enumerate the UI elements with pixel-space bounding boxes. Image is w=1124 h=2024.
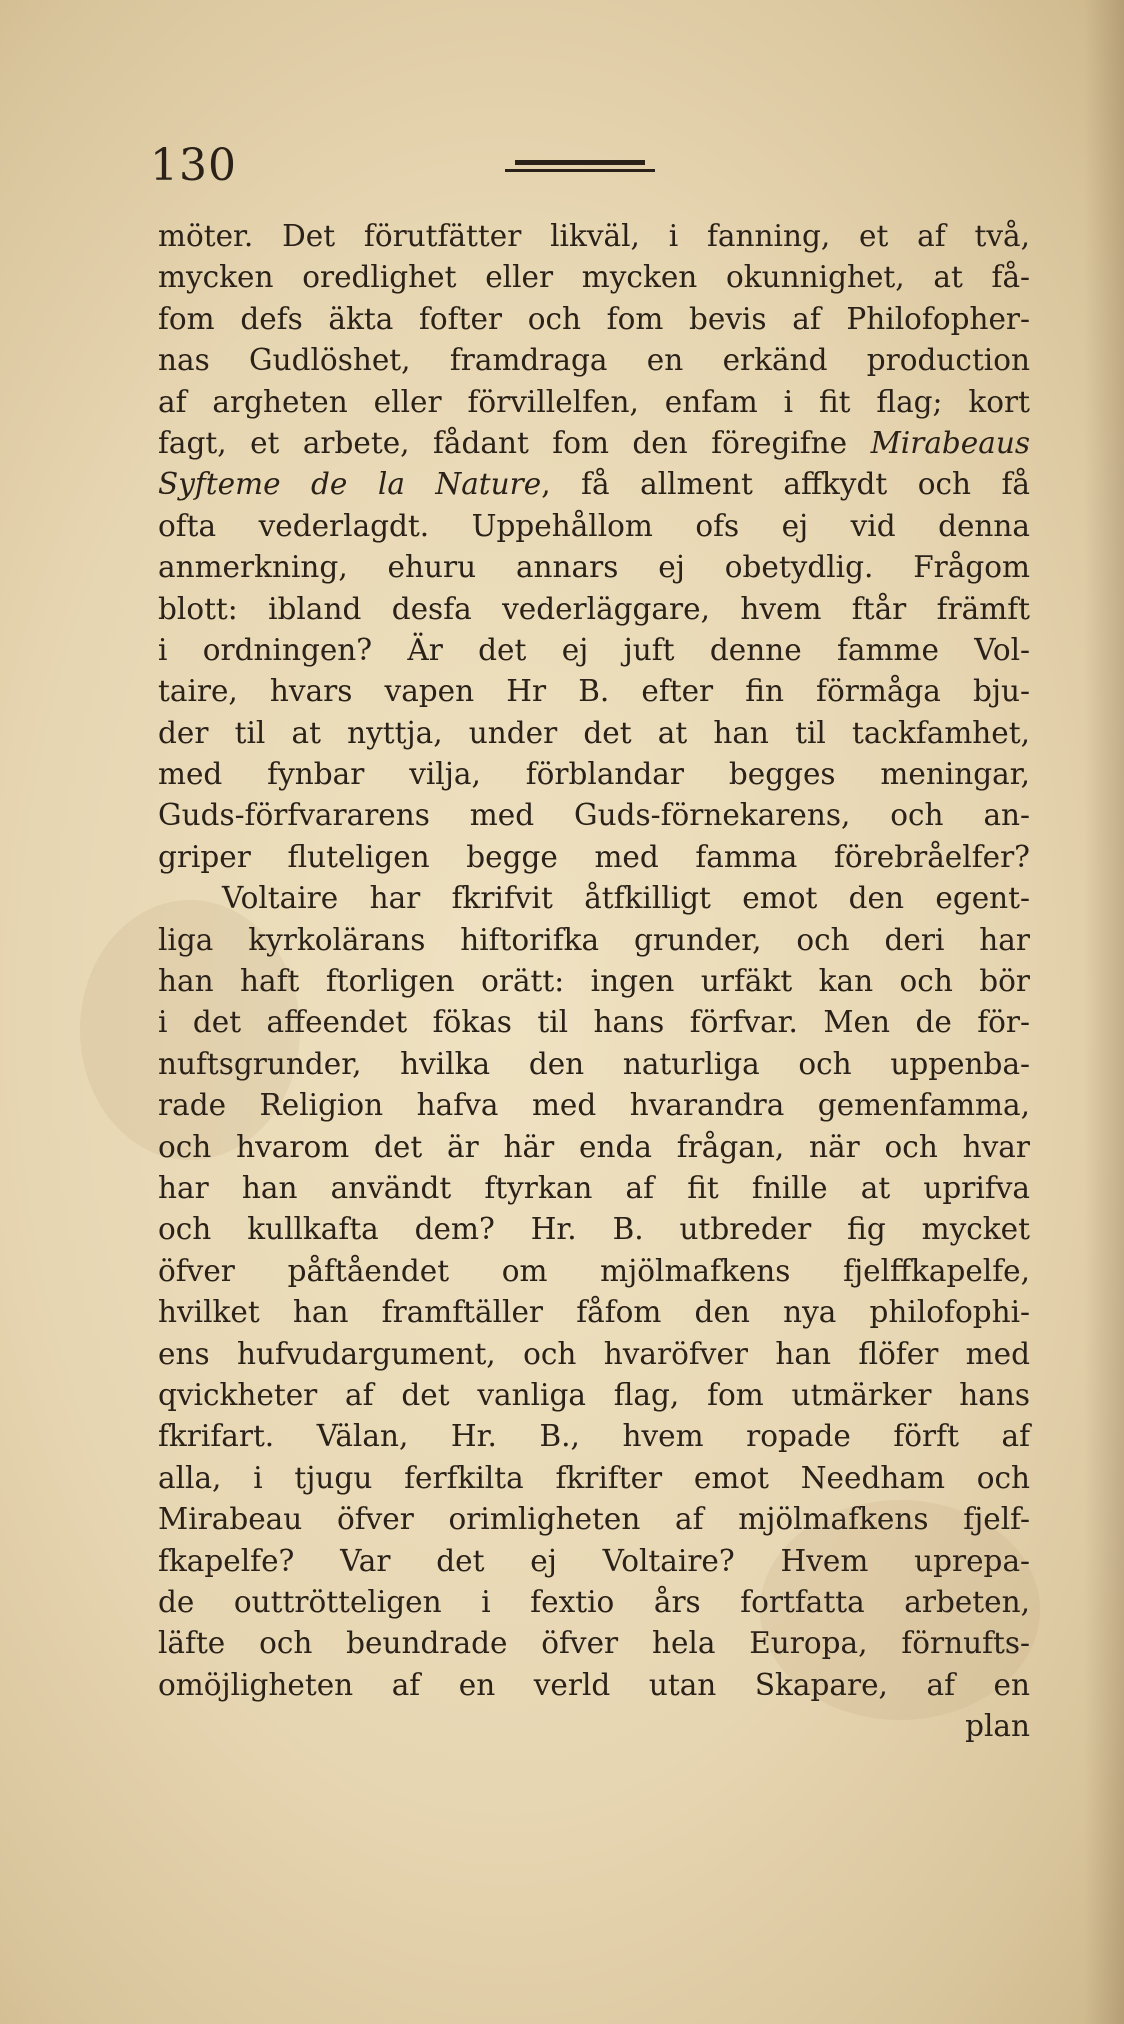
- text-line: nuftsgrunder, hvilka den naturliga och uppenba-: [158, 1046, 1030, 1081]
- text-line: de outtrötteligen i fextio års fortfatta arbeten,: [158, 1584, 1030, 1619]
- catchword: plan: [965, 1709, 1030, 1744]
- text-line-paragraph-start: Voltaire har fkrifvit åtfkilligt emot den egent-: [222, 881, 1030, 916]
- text-line: [158, 423, 1030, 464]
- italic-author-name: Mirabeaus: [870, 425, 1030, 460]
- text-line: med fynbar vilja, förblandar begges meningar,: [158, 757, 1030, 792]
- text-line: Mirabeau öfver orimligheten af mjölmafkens fjelf-: [158, 1502, 1030, 1537]
- text-line: mycken oredlighet eller mycken okunnighet, at få-: [158, 260, 1030, 295]
- text-line: af argheten eller förvillelfen, enfam i fit flag; kort: [158, 384, 1030, 419]
- text-line: liga kyrkolärans hiftorifka grunder, och deri har: [158, 922, 1030, 957]
- text-line: fkapelfe? Var det ej Voltaire? Hvem uprepa-: [158, 1543, 1030, 1578]
- text-line: nas Gudlöshet, framdraga en erkänd production: [158, 343, 1030, 378]
- text-line: har han användt ftyrkan af fit fnille at uprifva: [158, 1170, 1030, 1205]
- text-line: qvickheter af det vanliga flag, fom utmärker hans: [158, 1377, 1030, 1412]
- text-line: alla, i tjugu ferfkilta fkrifter emot Needham och: [158, 1460, 1030, 1495]
- text-line: läfte och beundrade öfver hela Europa, förnufts-: [158, 1626, 1030, 1661]
- header-rule-thin-line: [505, 169, 655, 172]
- text-line: Guds-förfvararens med Guds-förnekarens, och an-: [158, 798, 1030, 833]
- text-line: griper fluteligen begge med famma förebråelfer?: [158, 839, 1030, 874]
- text-line: fom defs äkta fofter och fom bevis af Philofopher-: [158, 301, 1030, 336]
- text-line: i det affeendet fökas til hans förfvar. Men de för-: [158, 1005, 1030, 1040]
- text-line: fkrifart. Välan, Hr. B., hvem ropade förft af: [158, 1419, 1030, 1454]
- italic-book-title: Syfteme de la Nature: [158, 467, 542, 502]
- text-line: ens hufvudargument, och hvaröfver han flöfer med: [158, 1336, 1030, 1371]
- text-line: omöjligheten af en verld utan Skapare, af en: [158, 1667, 1030, 1702]
- text-line: blott: ibland desfa vederläggare, hvem ftår främft: [158, 591, 1030, 626]
- text-fragment: , få allment affkydt och få: [541, 467, 1030, 502]
- header-rule-thick-line: [515, 160, 645, 165]
- text-line: hvilket han framftäller fåfom den nya philofophi-: [158, 1295, 1030, 1330]
- page-number: 130: [150, 140, 237, 191]
- text-line: ofta vederlagdt. Uppehållom ofs ej vid denna: [158, 508, 1030, 543]
- text-line: i ordningen? Är det ej juft denne famme Vol-: [158, 632, 1030, 667]
- text-line: och hvarom det är här enda frågan, när och hvar: [158, 1129, 1030, 1164]
- text-fragment: fagt, et arbete, fådant fom den föregifne: [158, 425, 871, 460]
- header-rule: [505, 160, 655, 174]
- text-line: taire, hvars vapen Hr B. efter fin förmåga bju-: [158, 674, 1030, 709]
- page-edge-shadow: [1084, 0, 1124, 2024]
- text-line: och kullkafta dem? Hr. B. utbreder fig mycket: [158, 1212, 1030, 1247]
- text-line: möter. Det förutfätter likväl, i fanning, et af två,: [158, 219, 1030, 253]
- text-line: der til at nyttja, under det at han til tackfamhet,: [158, 715, 1030, 750]
- text-line: rade Religion hafva med hvarandra gemenfamma,: [158, 1088, 1030, 1123]
- text-line: [158, 464, 1030, 505]
- text-line: han haft ftorligen orätt: ingen urfäkt kan och bör: [158, 964, 1030, 999]
- body-text: [158, 216, 1030, 1747]
- text-line: öfver påftåendet om mjölmafkens fjelffkapelfe,: [158, 1253, 1030, 1288]
- text-line: anmerkning, ehuru annars ej obetydlig. Frågom: [158, 550, 1030, 585]
